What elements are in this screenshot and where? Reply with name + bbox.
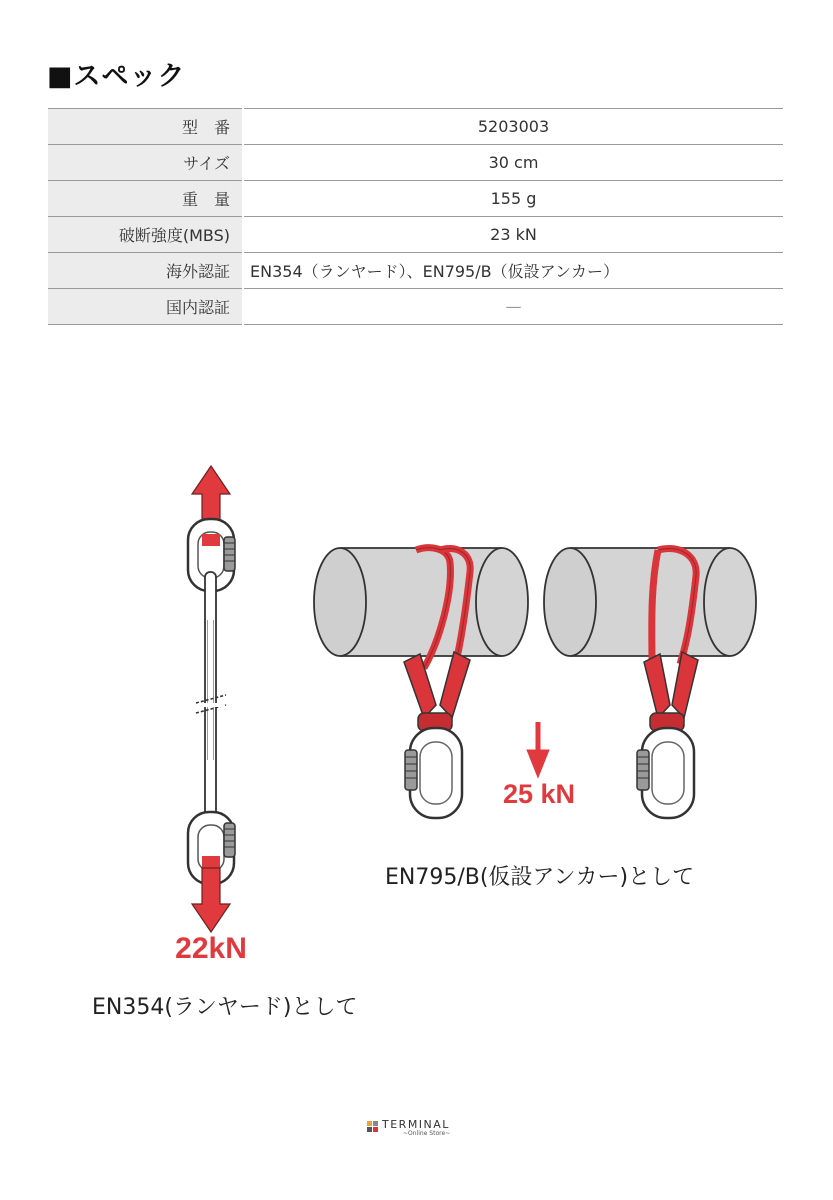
spec-value: 30 cm — [243, 145, 783, 181]
carabiner-icon — [405, 728, 462, 818]
cylinder-end — [314, 548, 366, 656]
logo-mark-icon — [367, 1121, 379, 1133]
spec-label: 重 量 — [48, 181, 243, 217]
lanyard-figure — [175, 466, 247, 965]
arrow-down-icon — [530, 722, 546, 772]
section-heading: ■スペック — [47, 61, 186, 92]
spec-value: 155 g — [243, 181, 783, 217]
cylinder-end — [544, 548, 596, 656]
spec-label: 破断強度(MBS) — [48, 217, 243, 253]
anchor-caption: EN795/B(仮設アンカー)として — [385, 865, 695, 890]
brand-subtitle: ~Online Store~ — [403, 1130, 451, 1137]
spec-value: — — [243, 289, 783, 325]
spec-label: 型 番 — [48, 109, 243, 145]
lanyard-force-label: 22kN — [175, 932, 247, 965]
spec-value: EN354（ランヤード）、EN795/B（仮設アンカー） — [243, 253, 783, 289]
carabiner-icon — [637, 728, 694, 818]
anchor-force-label: 25 kN — [502, 779, 576, 809]
spec-label: 国内認証 — [48, 289, 243, 325]
anchor-figure-single — [544, 548, 756, 818]
lanyard-caption: EN354(ランヤード)として — [92, 995, 358, 1020]
lanyard-rope — [205, 572, 216, 824]
brand-name: TERMINAL — [382, 1118, 450, 1131]
spec-value: 23 kN — [243, 217, 783, 253]
spec-label: サイズ — [48, 145, 243, 181]
anchor-figure-doubled — [314, 548, 528, 818]
spec-value: 5203003 — [243, 109, 783, 145]
spec-label: 海外認証 — [48, 253, 243, 289]
